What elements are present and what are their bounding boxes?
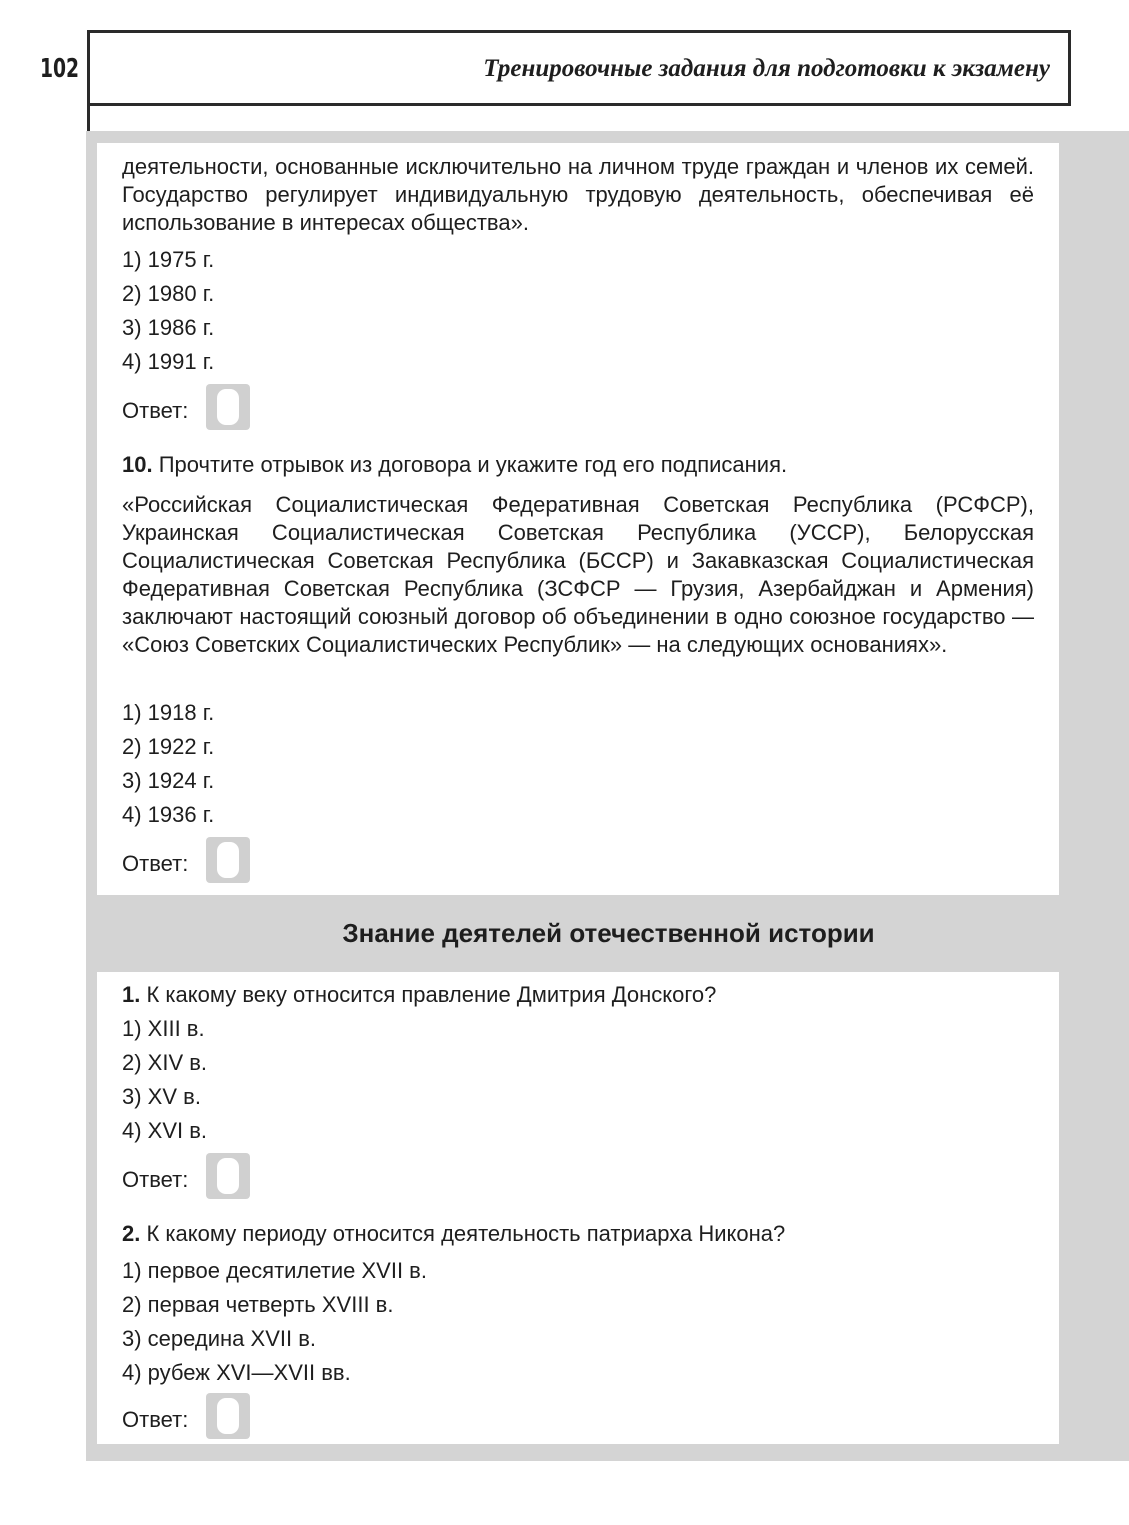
page-number: 102 — [40, 54, 80, 84]
s-task1-option-3: 3) XV в. — [122, 1084, 201, 1109]
task9-option-1: 1) 1975 г. — [122, 247, 215, 272]
header-title: Тренировочные задания для подготовки к экзамену — [483, 55, 1050, 82]
task10-option-3: 3) 1924 г. — [122, 768, 215, 793]
task9-option-2: 2) 1980 г. — [122, 281, 215, 306]
s-task1-question — [122, 981, 1034, 1009]
task10-question-text: Прочтите отрывок из договора и укажите год его подписания. — [158, 452, 788, 477]
answer-label: Ответ: — [122, 851, 189, 876]
task10-option-4: 4) 1936 г. — [122, 802, 215, 827]
task10-option-2: 2) 1922 г. — [122, 734, 215, 759]
task10-quote: «Российская Социалистическая Федеративная Советская Республика (РСФСР), Украинская Социалистическая Советская Республика (УССР), Белорусская Социалистическая Советская Республика (БССР) и Закавказская Социалистическая Федеративная Советская Республика (ЗСФСР — Грузия, Азербайджан и Армения) заключают настоящий союзный договор об объединении в одно союзное государство — «Союз Советских Социалистических Республик» — на следующих основаниях». — [122, 492, 1034, 657]
s-task2-option-3: 3) середина XVII в. — [122, 1326, 317, 1351]
s-task2-question-text: К какому периоду относится деятельность патриарха Никона? — [146, 1221, 786, 1246]
answer-box[interactable] — [206, 1153, 250, 1199]
answer-label: Ответ: — [122, 398, 189, 423]
s-task2-option-2: 2) первая четверть XVIII в. — [122, 1292, 394, 1317]
answer-box[interactable] — [206, 1393, 250, 1439]
running-header — [87, 30, 1071, 106]
answer-label: Ответ: — [122, 1407, 189, 1432]
task10-quote-block — [122, 491, 1034, 659]
s-task1-option-4: 4) XVI в. — [122, 1118, 208, 1143]
answer-label: Ответ: — [122, 1167, 189, 1192]
s-task1-option-1: 1) XIII в. — [122, 1016, 205, 1041]
task9-text — [122, 153, 1034, 237]
s-task2-number: 2. — [122, 1221, 141, 1246]
answer-box[interactable] — [206, 837, 250, 883]
task9-option-4: 4) 1991 г. — [122, 349, 215, 374]
answer-box[interactable] — [206, 384, 250, 430]
s-task1-option-2: 2) XIV в. — [122, 1050, 208, 1075]
task9-option-3: 3) 1986 г. — [122, 315, 215, 340]
task10-option-1: 1) 1918 г. — [122, 700, 215, 725]
task10-question — [122, 451, 1034, 479]
section-heading: Знание деятелей отечественной истории — [342, 918, 875, 948]
s-task2-option-4: 4) рубеж XVI—XVII вв. — [122, 1360, 351, 1385]
s-task1-number: 1. — [122, 982, 141, 1007]
s-task2-option-1: 1) первое десятилетие XVII в. — [122, 1258, 427, 1283]
s-task2-question — [122, 1220, 1034, 1248]
s-task1-question-text: К какому веку относится правление Дмитрия Донского? — [146, 982, 717, 1007]
task9-paragraph: деятельности, основанные исключительно на личном труде граждан и членов их семей. Государство регулирует индивидуальную трудовую деятельность, обеспечивая её использование в интересах общества». — [122, 154, 1034, 235]
task10-number: 10. — [122, 452, 153, 477]
